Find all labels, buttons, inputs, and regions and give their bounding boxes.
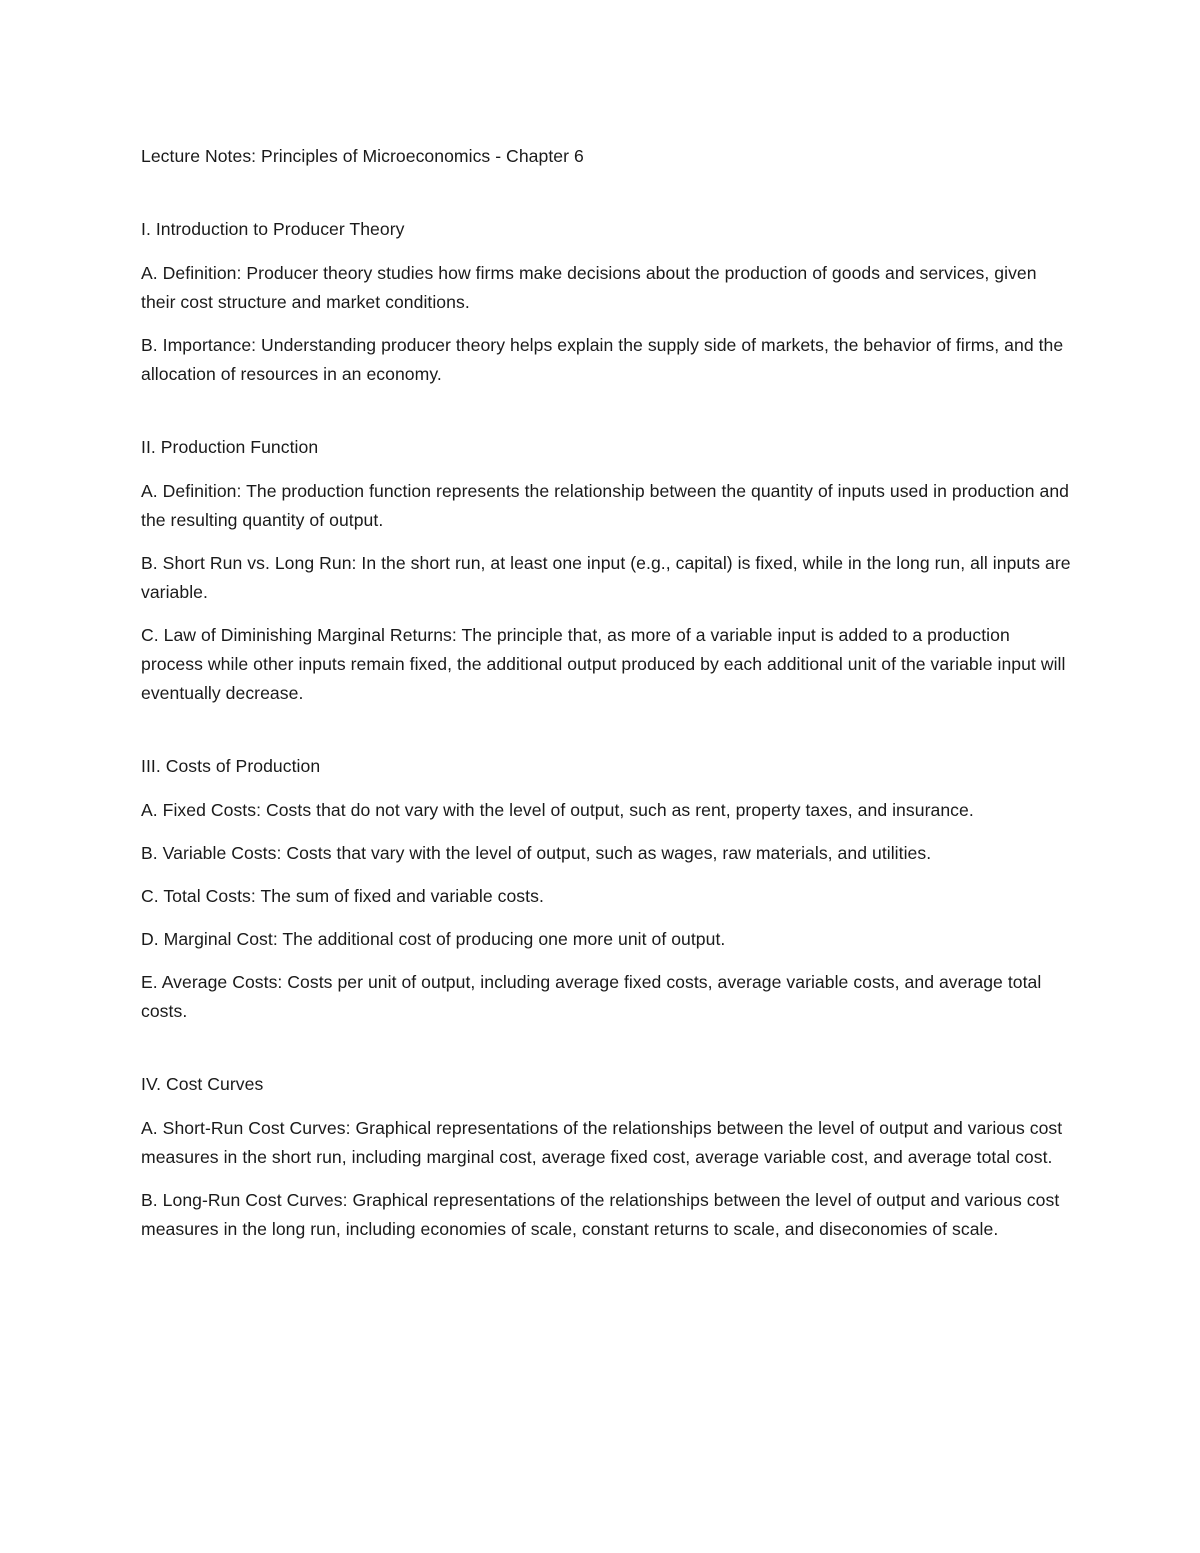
section-heading-1: I. Introduction to Producer Theory [141, 219, 405, 239]
section-3-item-a: A. Fixed Costs: Costs that do not vary with the level of output, such as rent, property taxes, and insurance. [141, 800, 974, 820]
section-3-item-d: D. Marginal Cost: The additional cost of producing one more unit of output. [141, 929, 726, 949]
section-4-item-b: B. Long-Run Cost Curves: Graphical representations of the relationships between the level of output and various cost measures in the long run, including economies of scale, constant returns to scale, and diseconomies of scale. [141, 1190, 1060, 1239]
section-4-item-a: A. Short-Run Cost Curves: Graphical representations of the relationships between the level of output and various cost measures in the short run, including marginal cost, average fixed cost, average variable cost, and average total cost. [141, 1118, 1063, 1167]
section-2-item-a: A. Definition: The production function represents the relationship between the quantity of inputs used in production and the resulting quantity of output. [141, 481, 1069, 530]
section-heading-3: III. Costs of Production [141, 756, 321, 776]
section-3-item-b: B. Variable Costs: Costs that vary with the level of output, such as wages, raw materials, and utilities. [141, 843, 932, 863]
section-2-item-b: B. Short Run vs. Long Run: In the short run, at least one input (e.g., capital) is fixed, while in the long run, all inputs are variable. [141, 553, 1071, 602]
document-title: Lecture Notes: Principles of Microeconomics - Chapter 6 [141, 146, 584, 166]
section-1-item-b: B. Importance: Understanding producer theory helps explain the supply side of markets, the behavior of firms, and the allocation of resources in an economy. [141, 335, 1064, 384]
document-page [141, 142, 1071, 1258]
section-heading-4: IV. Cost Curves [141, 1074, 264, 1094]
section-1-item-a: A. Definition: Producer theory studies how firms make decisions about the production of goods and services, given their cost structure and market conditions. [141, 263, 1037, 312]
section-2-item-c: C. Law of Diminishing Marginal Returns: The principle that, as more of a variable input is added to a production process while other inputs remain fixed, the additional output produced by each additional unit of the variable input will eventually decrease. [141, 625, 1066, 703]
section-heading-2: II. Production Function [141, 437, 319, 457]
section-3-item-e: E. Average Costs: Costs per unit of output, including average fixed costs, average variable costs, and average total costs. [141, 972, 1042, 1021]
section-3-item-c: C. Total Costs: The sum of fixed and variable costs. [141, 886, 544, 906]
